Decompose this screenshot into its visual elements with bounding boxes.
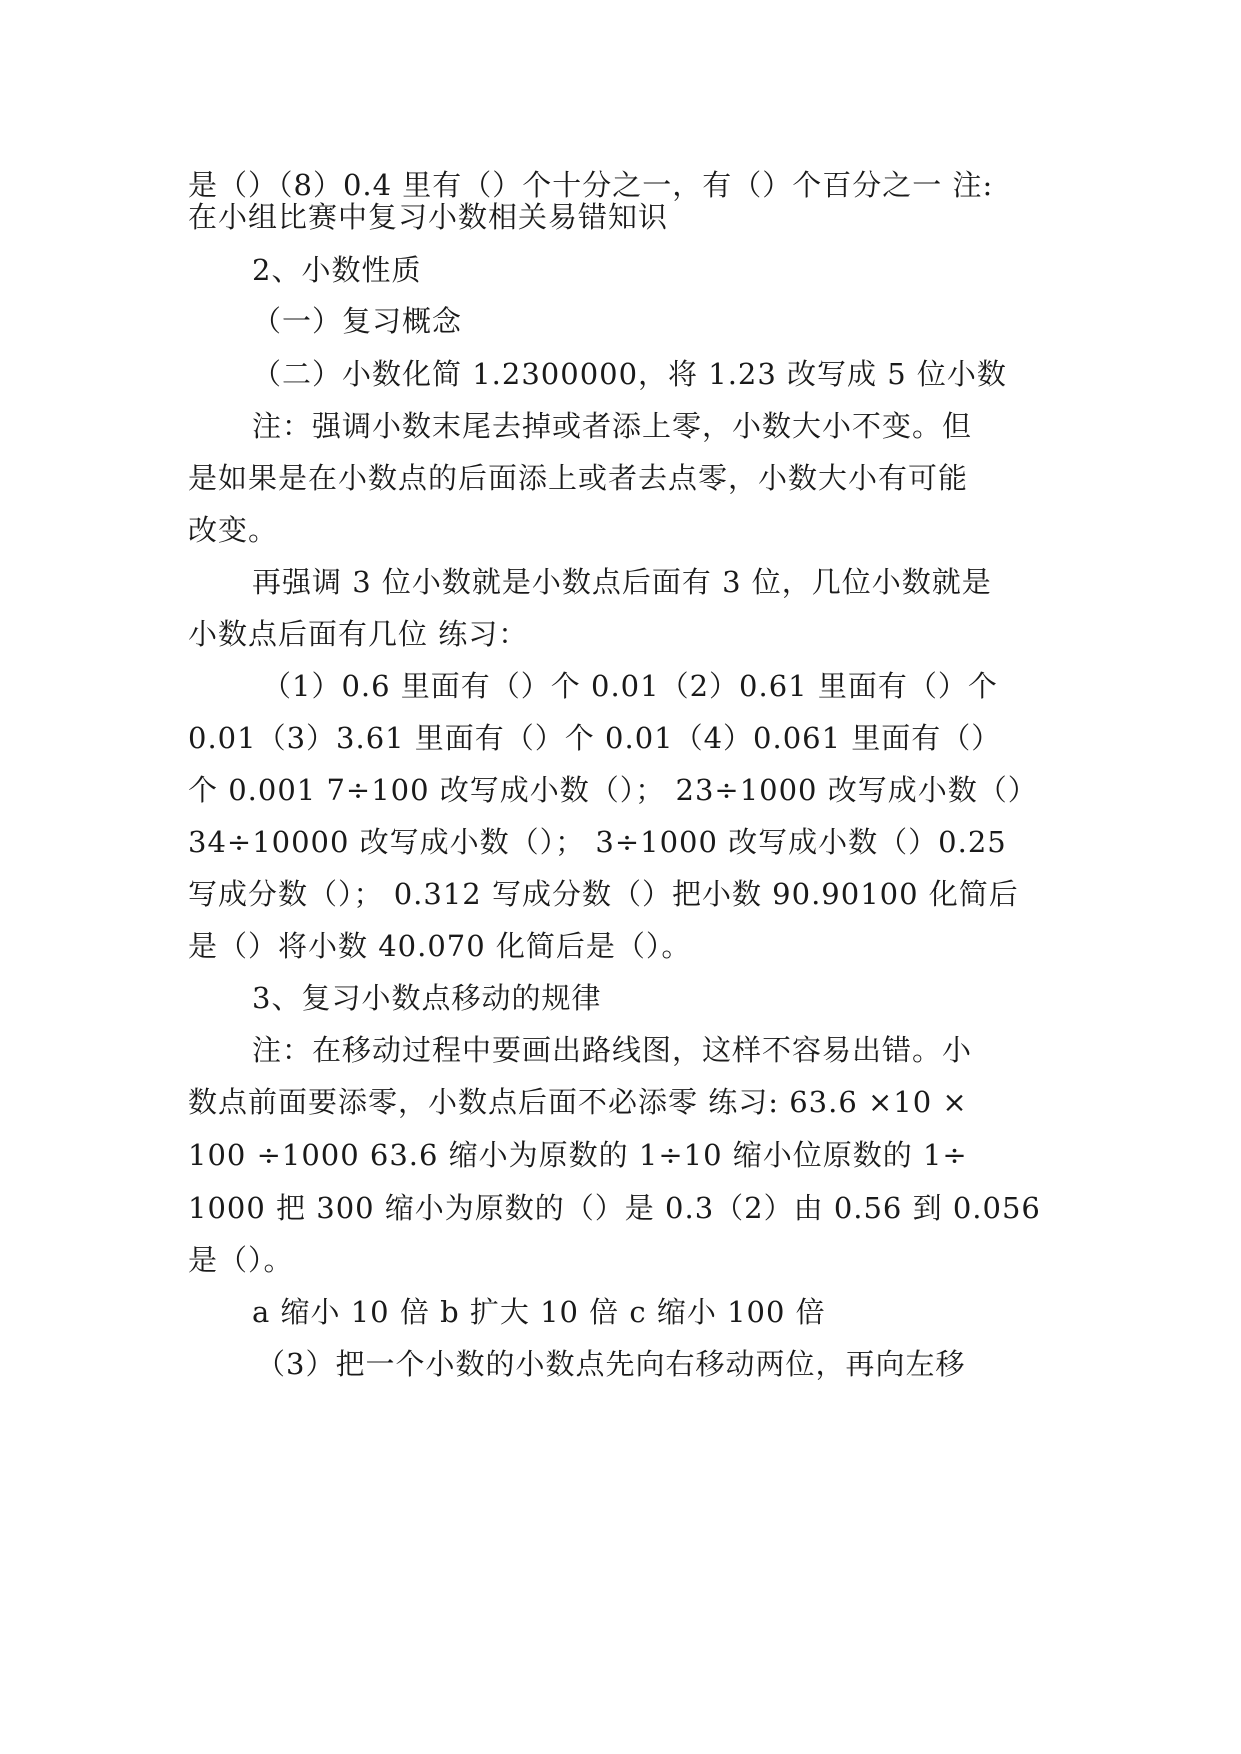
text-line: 小数点后面有几位 练习： <box>188 617 529 651</box>
exercise-line: 是（）将小数 40.070 化简后是（）。 <box>188 929 692 963</box>
exercise-line: 0.01（3）3.61 里面有（）个 0.01（4）0.061 里面有（） <box>188 721 1002 755</box>
section-heading: 3、复习小数点移动的规律 <box>252 981 602 1015</box>
text-line: 100 ÷1000 63.6 缩小为原数的 1÷10 缩小位原数的 1÷ <box>188 1138 968 1172</box>
text-line: 是（）（8）0.4 里有（）个十分之一，有（）个百分之一 注: <box>188 168 994 202</box>
exercise-line: 34÷10000 改写成小数（）； 3÷1000 改写成小数（）0.25 <box>188 825 1007 859</box>
text-line: 再强调 3 位小数就是小数点后面有 3 位，几位小数就是 <box>252 565 992 599</box>
text-line: 改变。 <box>188 513 279 547</box>
text-line: （二）小数化简 1.2300000，将 1.23 改写成 5 位小数 <box>252 357 1007 391</box>
text-line: （3）把一个小数的小数点先向右移动两位，再向左移 <box>256 1347 966 1381</box>
subsection-heading: （一）复习概念 <box>252 304 463 338</box>
text-line: 是（）。 <box>188 1243 294 1277</box>
section-heading: 2、小数性质 <box>252 253 422 287</box>
text-line: 注：在移动过程中要画出路线图，这样不容易出错。小 <box>252 1033 973 1067</box>
exercise-line: 写成分数（）； 0.312 写成分数（）把小数 90.90100 化简后 <box>188 877 1019 911</box>
exercise-line: 个 0.001 7÷100 改写成小数（）； 23÷1000 改写成小数（） <box>188 773 1038 807</box>
text-line: 在小组比赛中复习小数相关易错知识 <box>188 200 669 234</box>
options-line: a 缩小 10 倍 b 扩大 10 倍 c 缩小 100 倍 <box>252 1295 826 1329</box>
text-line: 注：强调小数末尾去掉或者添上零，小数大小不变。但 <box>252 409 973 443</box>
text-line: 是如果是在小数点的后面添上或者去点零，小数大小有可能 <box>188 461 969 495</box>
text-line: 数点前面要添零，小数点后面不必添零 练习: 63.6 ×10 × <box>188 1085 968 1119</box>
exercise-line: （1）0.6 里面有（）个 0.01（2）0.61 里面有（）个 <box>262 669 998 703</box>
text-line: 1000 把 300 缩小为原数的（）是 0.3（2）由 0.56 到 0.056 <box>188 1191 1041 1225</box>
